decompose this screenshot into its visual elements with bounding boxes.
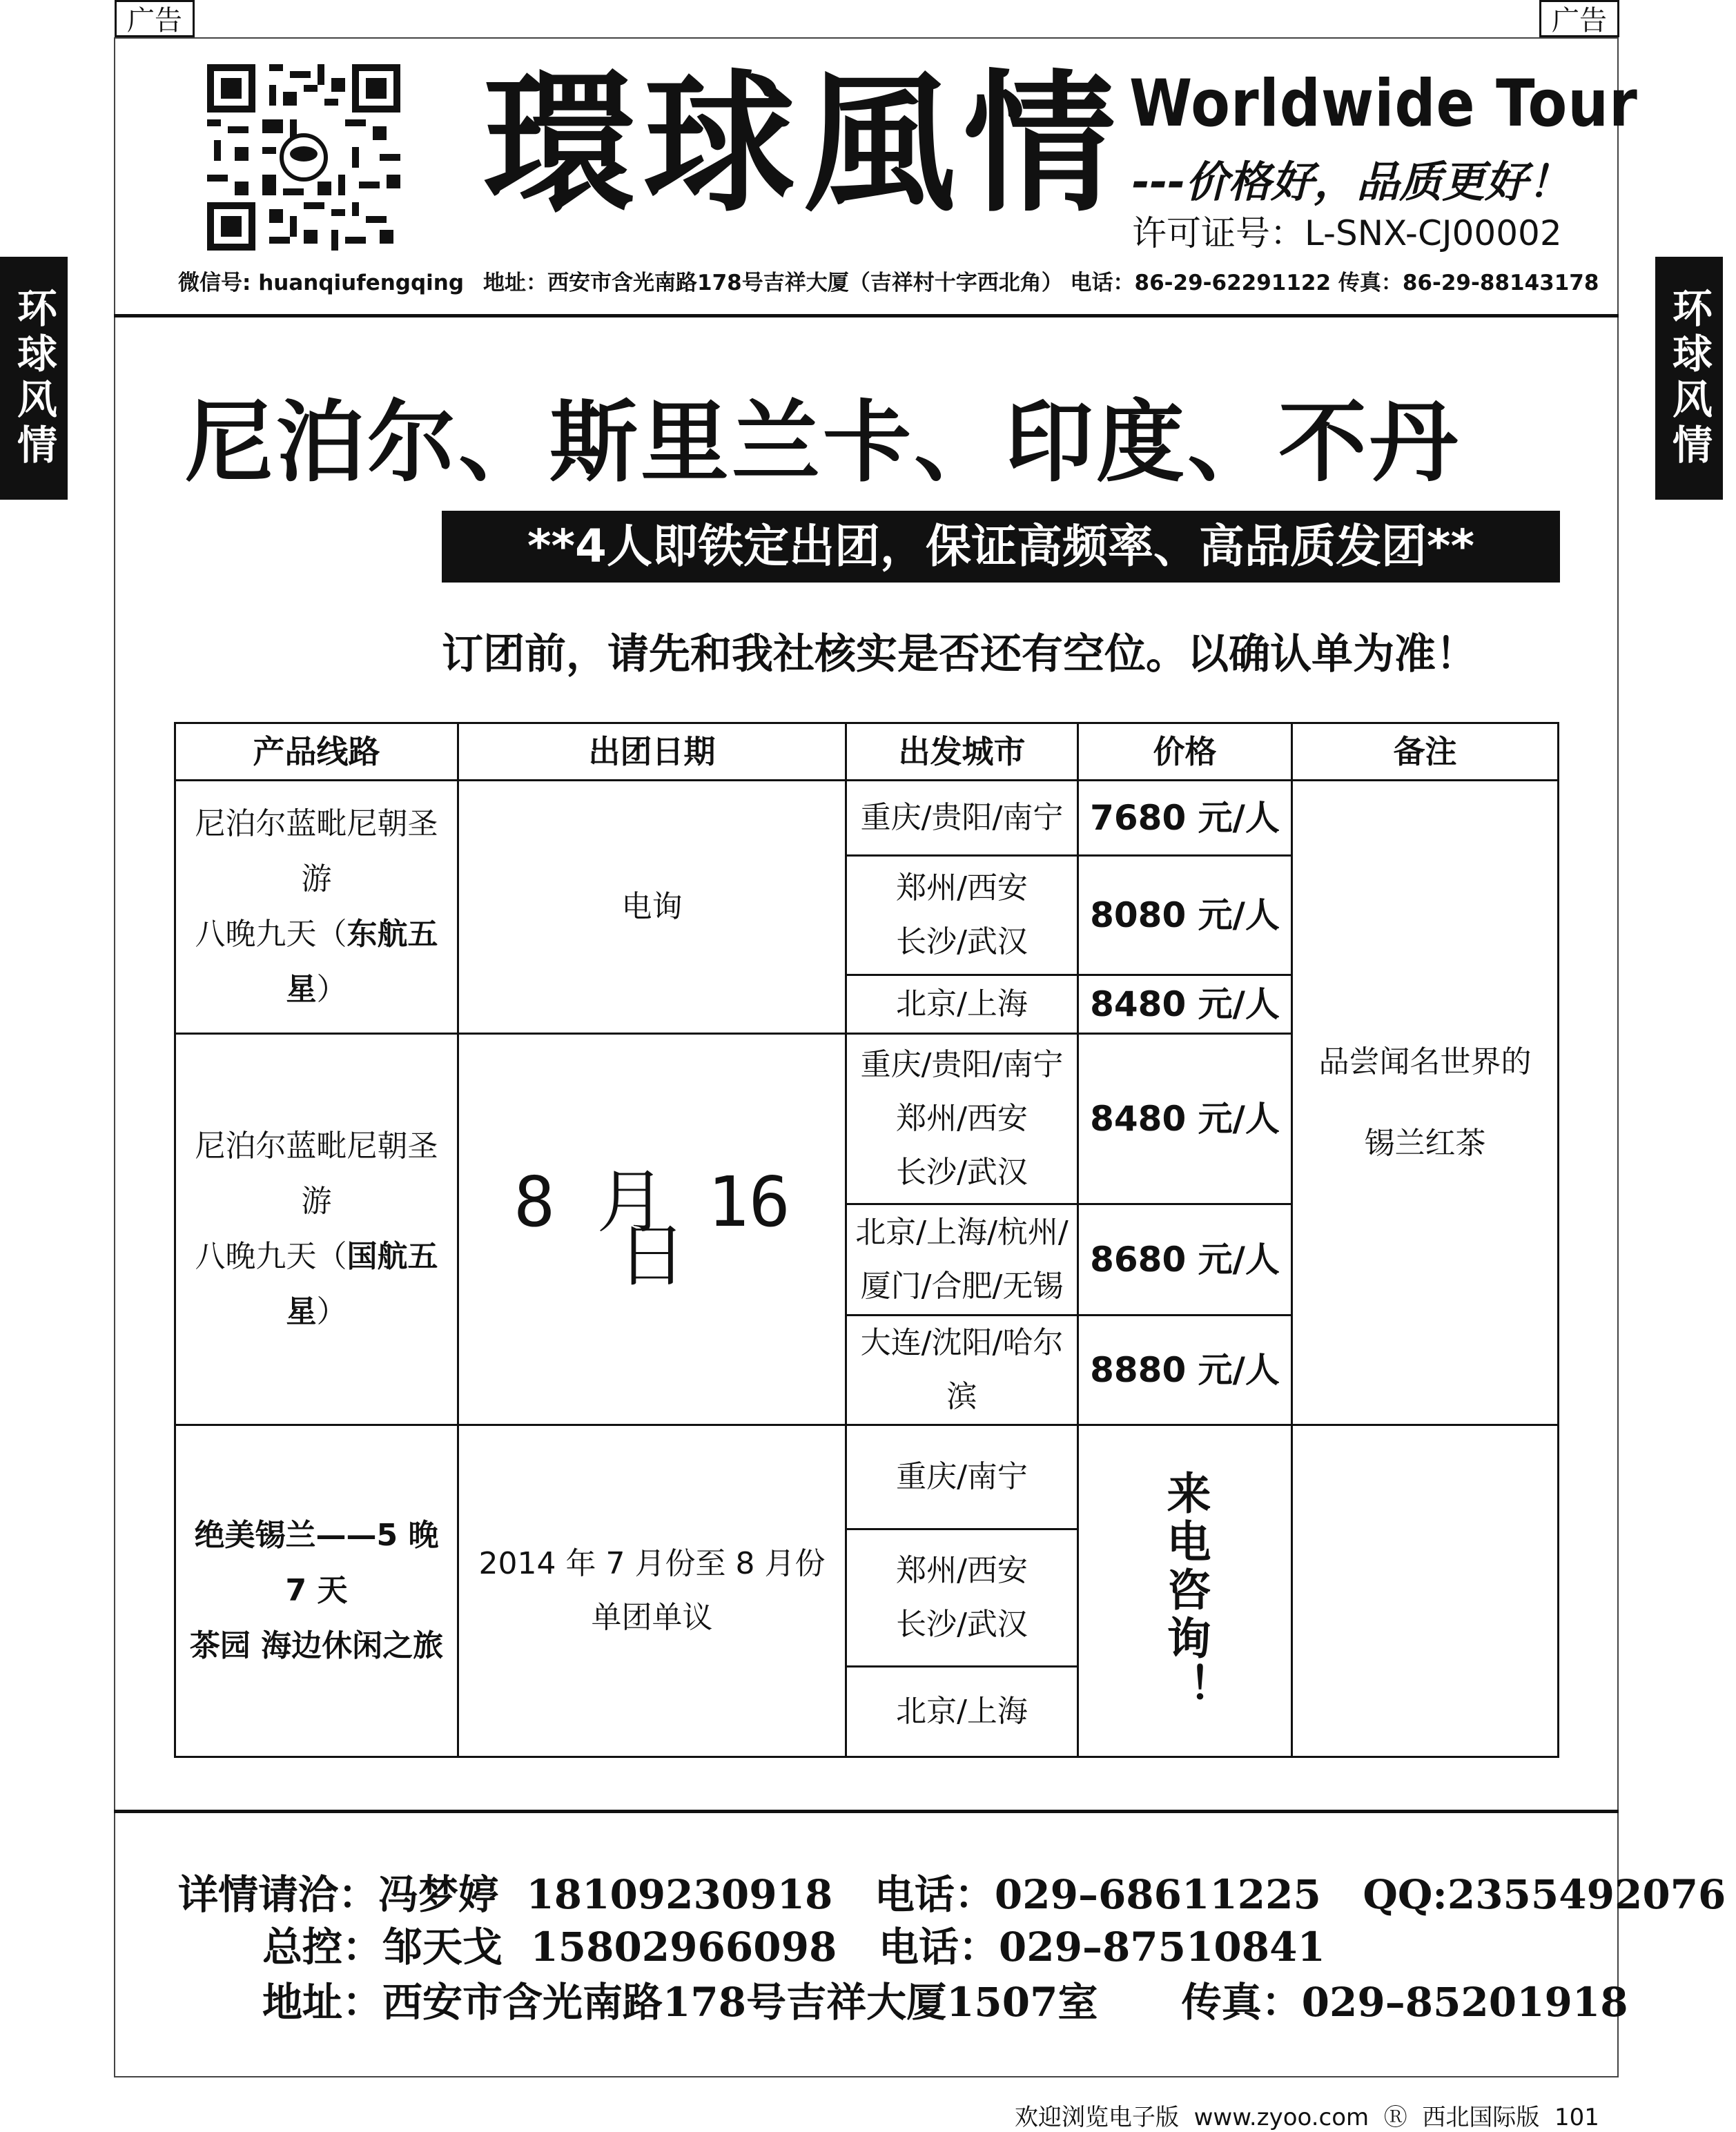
footer-divider [114,1810,1619,1813]
route-cell [175,1034,458,1425]
remark-text: 品尝闻名世界的 锡兰红茶 [1318,1044,1532,1161]
side-tab-left: 环球风情 [0,257,68,500]
city-cell: 重庆/贵阳/南宁 [846,781,1078,856]
table-row [175,781,1559,856]
tour-table [174,722,1559,1758]
contact-line-1: 详情请洽：冯梦婷 18109230918 电话：029–68611225 QQ:2355492076 [178,1871,1726,1918]
price-cell: 7680 元/人 [1078,781,1292,856]
qr-code-icon [207,63,400,251]
city-cell: 郑州/西安 长沙/武汉 [846,1529,1078,1667]
license-number: 许可证号：L-SNX-CJ00002 [1132,213,1562,253]
side-tab-right: 环球风情 [1655,257,1723,500]
header-address: 地址：西安市含光南路178号吉祥大厦（吉祥村十字西北角） 电话：86-29-62291122 传真：86-29-88143178 [483,271,1599,295]
slogan: ---价格好，品质更好！ [1132,157,1571,207]
route-cell [175,781,458,1034]
promo-banner: **4人即铁定出团，保证高频率、高品质发团** [442,511,1560,583]
price-cell [1078,1425,1292,1757]
route-line: 尼泊尔蓝毗尼朝圣游 [195,1128,438,1219]
route-line: 八晚九天（国航五星） [195,1239,438,1329]
header-remark: 备注 [1292,723,1559,781]
header-city: 出发城市 [846,723,1078,781]
headline: 尼泊尔、斯里兰卡、印度、不丹 [185,391,1461,494]
city-cell: 北京/上海 [846,1667,1078,1757]
table-header-row [175,723,1559,781]
city-cell: 重庆/南宁 [846,1425,1078,1529]
contact-line-3: 地址：西安市含光南路178号吉祥大厦1507室 传真：029–85201918 [262,1979,1628,2026]
route-line: 茶园 海边休闲之旅 [189,1628,444,1663]
city-cell: 北京/上海/杭州/ 厦门/合肥/无锡 [846,1204,1078,1316]
header-price: 价格 [1078,723,1292,781]
route-line: 八晚九天（东航五星） [195,917,438,1007]
header-date: 出团日期 [458,723,846,781]
brand-english: Worldwide Tour [1129,66,1638,141]
remark-cell-empty [1292,1425,1559,1757]
header-route: 产品线路 [175,723,458,781]
date-cell: 2014 年 7 月份至 8 月份单团单议 [458,1425,846,1757]
brand-name: 環球風情 [483,54,1124,233]
wechat-id: 微信号: huanqiufengqing [178,271,465,295]
route-line: 尼泊尔蓝毗尼朝圣游 [195,806,438,897]
ad-tag-right: 广告 [1539,0,1619,37]
remark-cell [1292,781,1559,1425]
city-cell: 重庆/贵阳/南宁 郑州/西安 长沙/武汉 [846,1034,1078,1204]
booking-notice: 订团前，请先和我社核实是否还有空位。以确认单为准！ [442,630,1477,678]
ad-tag-left: 广告 [115,0,195,37]
date-cell: 电询 [458,781,846,1034]
header-divider [114,314,1619,317]
date-cell: 8 月 16 日 [458,1034,846,1425]
price-cell: 8080 元/人 [1078,856,1292,975]
route-cell [175,1425,458,1757]
call-for-price: 来电咨询！ [1159,1470,1211,1712]
city-cell: 大连/沈阳/哈尔滨 [846,1316,1078,1425]
table-row [175,1425,1559,1529]
price-cell: 8480 元/人 [1078,975,1292,1034]
city-cell: 郑州/西安 长沙/武汉 [846,856,1078,975]
price-cell: 8680 元/人 [1078,1204,1292,1316]
price-cell: 8880 元/人 [1078,1316,1292,1425]
city-cell: 北京/上海 [846,975,1078,1034]
page-footer: 欢迎浏览电子版 www.zyoo.com Ⓡ 西北国际版 101 [1015,2104,1599,2131]
contact-line-2: 总控：邹天戈 15802966098 电话：029–87510841 [262,1924,1325,1970]
price-cell: 8480 元/人 [1078,1034,1292,1204]
route-line: 绝美锡兰——5 晚 7 天 [194,1518,439,1608]
